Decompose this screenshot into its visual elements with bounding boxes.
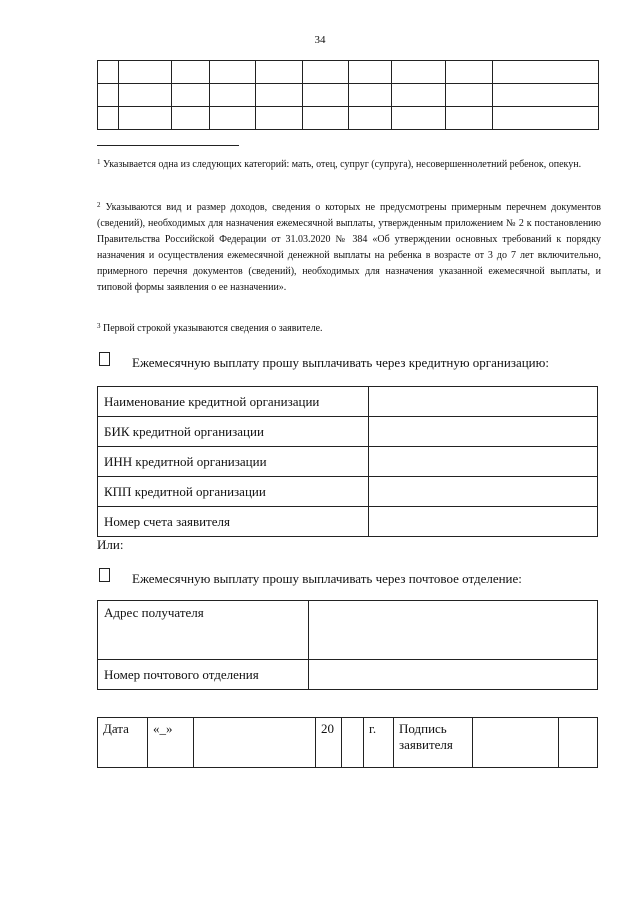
kpp-field[interactable] <box>369 477 598 507</box>
table-row <box>98 718 598 768</box>
footnote-marker: 3 <box>97 322 101 330</box>
recipient-address-field[interactable] <box>309 601 598 660</box>
footnote-text: Указываются вид и размер доходов, сведения о которых не предусмотрены примерным перечнем документов (сведений), необходимых для назначения ежемесячной выплаты, утвержденным приложением № 2 к постановлению Правительства Российской Федерации от 31.03.2020 № 384 «Об утверждении основных требований к порядку назначения и осуществления ежемесячной денежной выплаты на ребенка в возрасте от 3 до 7 лет включительно, примерного перечня документов (сведений), необходимых для назначения указанной ежемесячной выплаты, и типовой формы заявления о ее назначении». <box>97 202 602 293</box>
month-field[interactable] <box>194 718 316 768</box>
row-label: Номер почтового отделения <box>98 660 309 690</box>
year-prefix: 20 <box>316 718 342 768</box>
table-row <box>98 417 598 447</box>
footnote-3 <box>97 321 601 337</box>
income-table-continuation <box>97 60 599 130</box>
table-row <box>98 61 599 84</box>
footnote-1 <box>97 157 601 173</box>
footnote-text: Первой строкой указываются сведения о заявителе. <box>103 323 323 334</box>
table-row <box>98 507 598 537</box>
row-label: ИНН кредитной организации <box>98 447 369 477</box>
post-option-checkbox[interactable] <box>99 568 110 582</box>
footnote-marker: 1 <box>97 158 101 166</box>
or-label: Или: <box>97 537 124 552</box>
footnote-2 <box>97 200 601 296</box>
account-number-field[interactable] <box>369 507 598 537</box>
table-row <box>98 387 598 417</box>
bank-name-field[interactable] <box>369 387 598 417</box>
footnote-text: Указывается одна из следующих категорий: мать, отец, супруг (супруга), несовершеннолетний ребенок, опекун. <box>103 159 582 170</box>
table-row <box>98 107 599 130</box>
table-row <box>98 601 598 660</box>
row-label: КПП кредитной организации <box>98 477 369 507</box>
row-label: Наименование кредитной организации <box>98 387 369 417</box>
table-row <box>98 84 599 107</box>
year-suffix: г. <box>364 718 394 768</box>
signature-table <box>97 717 598 768</box>
post-section-heading: Ежемесячную выплату прошу выплачивать через почтовое отделение: <box>132 571 522 586</box>
year-field[interactable] <box>342 718 364 768</box>
page-number: 34 <box>314 34 326 46</box>
table-row <box>98 477 598 507</box>
signature-field[interactable] <box>473 718 559 768</box>
table-row <box>98 660 598 690</box>
inn-field[interactable] <box>369 447 598 477</box>
row-label: БИК кредитной организации <box>98 417 369 447</box>
bank-details-table <box>97 386 598 537</box>
signature-name-field[interactable] <box>559 718 598 768</box>
day-field[interactable]: «_» <box>148 718 194 768</box>
date-label: Дата <box>98 718 148 768</box>
table-row <box>98 447 598 477</box>
footnote-marker: 2 <box>97 201 101 209</box>
bank-section-heading: Ежемесячную выплату прошу выплачивать через кредитную организацию: <box>132 355 549 370</box>
post-office-number-field[interactable] <box>309 660 598 690</box>
bik-field[interactable] <box>369 417 598 447</box>
row-label: Номер счета заявителя <box>98 507 369 537</box>
bank-option-checkbox[interactable] <box>99 352 110 366</box>
signature-label: Подпись заявителя <box>394 718 473 768</box>
footnote-separator <box>97 145 239 146</box>
post-details-table <box>97 600 598 690</box>
row-label: Адрес получателя <box>98 601 309 660</box>
